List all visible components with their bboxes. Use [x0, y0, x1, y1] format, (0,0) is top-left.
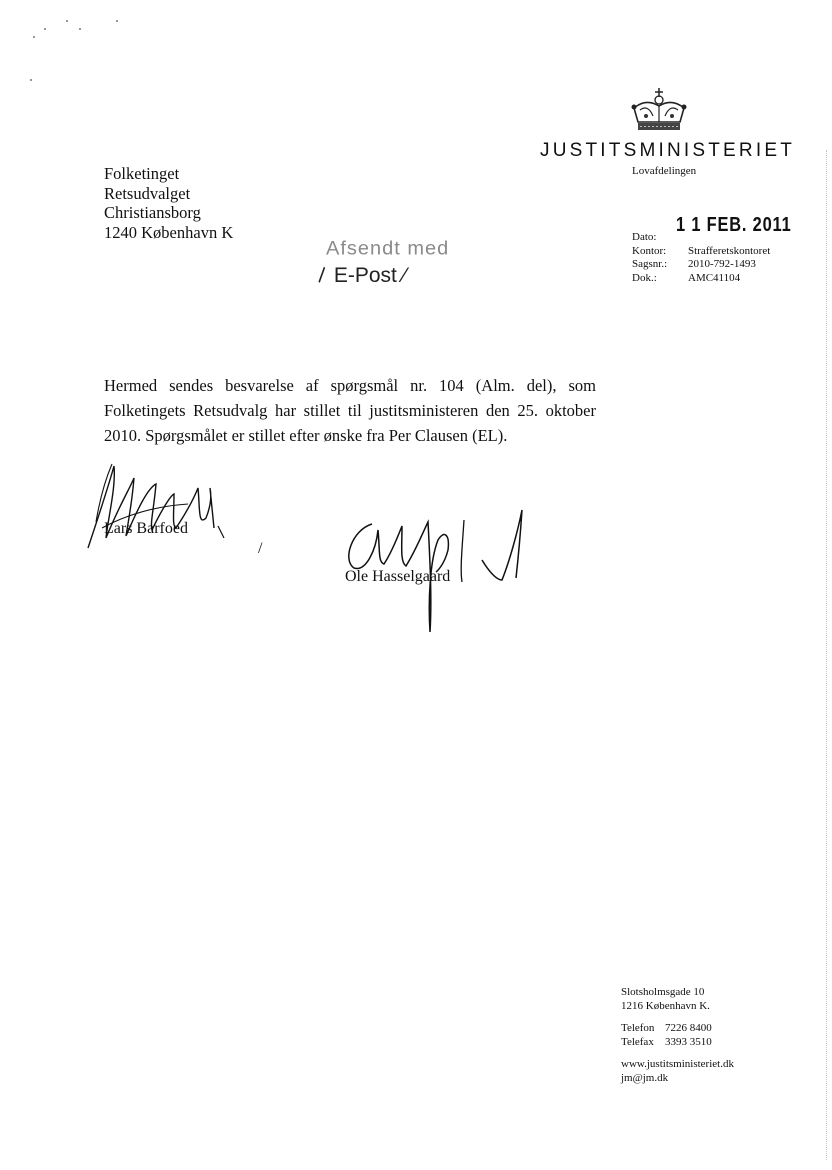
footer-street: Slotsholmsgade 10 — [621, 986, 705, 998]
footer-fax-row — [621, 1036, 734, 1050]
signatory-name-2: Ole Hasselgaard — [345, 568, 451, 585]
case-metadata — [632, 231, 770, 285]
recipient-line: Retsudvalget — [104, 183, 191, 203]
scan-speck — [33, 36, 35, 38]
recipient-line: Christiansborg — [104, 203, 201, 222]
office-label: Kontor: — [632, 244, 667, 257]
fax-label: Telefax — [621, 1035, 654, 1048]
recipient-line: Folketinget — [104, 164, 180, 183]
document-value: AMC41104 — [688, 271, 741, 284]
meta-row-case — [632, 258, 770, 272]
footer-city: 1216 København K. — [621, 999, 710, 1012]
signature-lars-barfoed — [78, 458, 228, 558]
recipient-line: 1240 København K — [104, 222, 234, 242]
meta-row-date — [632, 231, 770, 245]
case-number-value: 2010-792-1493 — [688, 258, 756, 270]
ministry-contact-footer — [621, 986, 734, 1085]
signature-separator: / — [258, 540, 263, 557]
scan-speck — [116, 20, 118, 22]
sent-stamp-method: E-Post — [333, 264, 397, 287]
date-stamp: 1 1 FEB. 2011 — [676, 214, 792, 236]
document-label: Dok.: — [632, 271, 657, 284]
recipient-address — [104, 164, 233, 242]
scan-speck — [44, 28, 46, 30]
department-name: Lovafdelingen — [632, 165, 697, 177]
phone-number: 7226 8400 — [665, 1022, 712, 1034]
ministry-name: JUSTITSMINISTERIET — [540, 140, 795, 161]
scan-speck — [79, 28, 81, 30]
stamp-tick-icon: \ — [312, 264, 331, 287]
scan-edge — [826, 150, 827, 1160]
scan-speck — [30, 79, 32, 81]
meta-row-office — [632, 245, 770, 259]
sent-stamp-line2 — [312, 264, 407, 288]
phone-label: Telefon — [621, 1022, 655, 1034]
case-number-label: Sagsnr.: — [632, 258, 668, 270]
office-value: Strafferetskontoret — [688, 244, 771, 257]
fax-number: 3393 3510 — [665, 1035, 712, 1048]
meta-row-doc — [632, 272, 770, 286]
sent-stamp-line1: Afsendt med — [326, 238, 450, 260]
footer-website: www.justitsministeriet.dk — [621, 1058, 734, 1070]
date-label: Dato: — [632, 231, 657, 243]
stamp-tick-icon: ⁄ — [402, 264, 407, 287]
scan-speck — [66, 20, 68, 22]
signatory-name-1: Lars Barfoed — [104, 520, 188, 537]
footer-phone-row — [621, 1022, 734, 1036]
footer-email: jm@jm.dk — [621, 1071, 669, 1084]
crown-logo-icon — [628, 86, 690, 136]
letter-body: Hermed sendes besvarelse af spørgsmål nr. 104 (Alm. del), som Folketingets Retsudvalg har stillet til justitsministeren den 25. oktober 2010. Spørgsmålet er stillet efter ønske fra Per Clausen (EL). — [104, 376, 596, 445]
